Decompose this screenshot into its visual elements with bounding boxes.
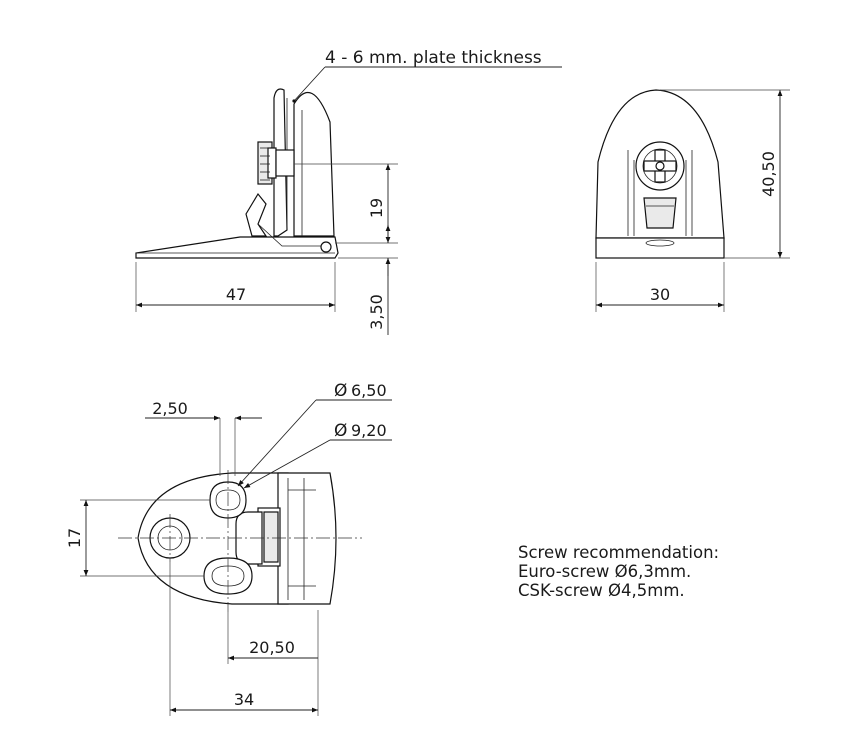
pivot-circle (321, 242, 331, 252)
dim-top-hole-spacing: 20,50 (249, 638, 295, 657)
screw-recommendation-note (518, 543, 719, 600)
dim-front-width: 30 (649, 285, 671, 304)
dim-top-length: 34 (233, 690, 255, 709)
dim-front-height: 40,50 (759, 151, 778, 197)
screw-note-csk: CSK-screw Ø4,5mm. (518, 581, 685, 600)
dim-hole-small: 6,50 (351, 381, 387, 400)
dim-side-height: 19 (367, 197, 386, 219)
diameter-symbol-large: Ø (334, 421, 348, 441)
top-view (80, 400, 392, 716)
dim-top-offset: 2,50 (152, 399, 188, 418)
front-view (596, 90, 790, 312)
dim-side-width: 47 (225, 285, 247, 304)
plate-thickness-callout: 4 - 6 mm. plate thickness (325, 48, 542, 68)
dim-hole-large: 9,20 (351, 421, 387, 440)
diameter-symbol-small: Ø (334, 381, 348, 401)
dim-side-base: 3,50 (367, 294, 386, 330)
screw-note-title: Screw recommendation: (518, 543, 720, 562)
screw-note-euro: Euro-screw Ø6,3mm. (518, 562, 692, 581)
side-view (136, 67, 562, 335)
dim-top-height: 17 (65, 527, 84, 549)
